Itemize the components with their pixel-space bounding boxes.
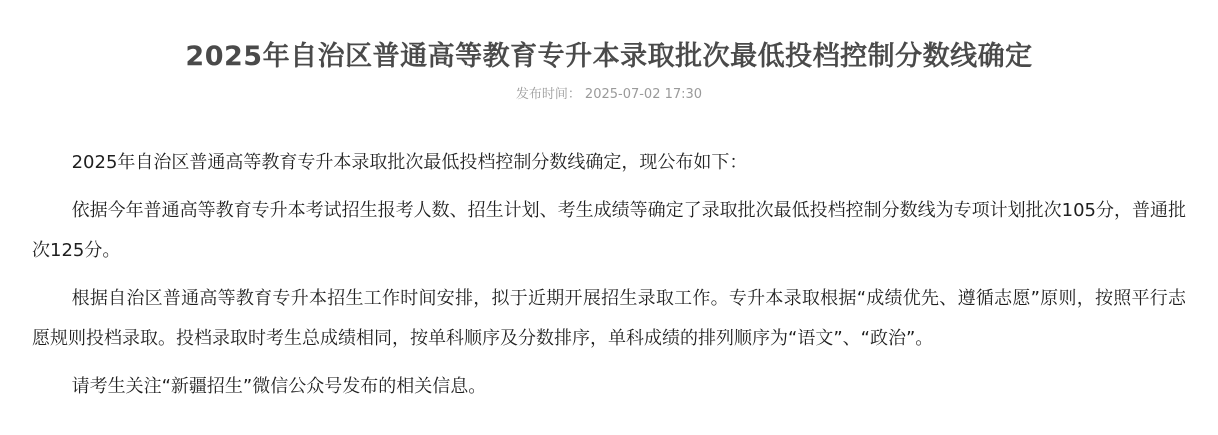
- publish-time-value: 2025-07-02 17:30: [584, 87, 703, 102]
- paragraph-wechat-notice: 请考生关注“新疆招生”微信公众号发布的相关信息。: [71, 376, 487, 397]
- publish-meta: [32, 87, 1186, 103]
- publish-time-label: 发布时间：: [515, 87, 581, 102]
- paragraph-score-lines: 依据今年普通高等教育专升本考试招生报考人数、招生计划、考生成绩等确定了录取批次最低投档控制分数线为专项计划批次105分，普通批次125分。: [32, 200, 1186, 261]
- page-title: 2025年自治区普通高等教育专升本录取批次最低投档控制分数线确定: [185, 41, 1033, 72]
- paragraph-intro: 2025年自治区普通高等教育专升本录取批次最低投档控制分数线确定，现公布如下：: [71, 152, 748, 173]
- paragraph-admission-rules: 根据自治区普通高等教育专升本招生工作时间安排，拟于近期开展招生录取工作。专升本录取根据“成绩优先、遵循志愿”原则，按照平行志愿规则投档录取。投档录取时考生总成绩相同，按单科顺序及分数排序，单科成绩的排列顺序为“语文”、“政治”。: [32, 288, 1186, 349]
- article-content: [32, 143, 1186, 407]
